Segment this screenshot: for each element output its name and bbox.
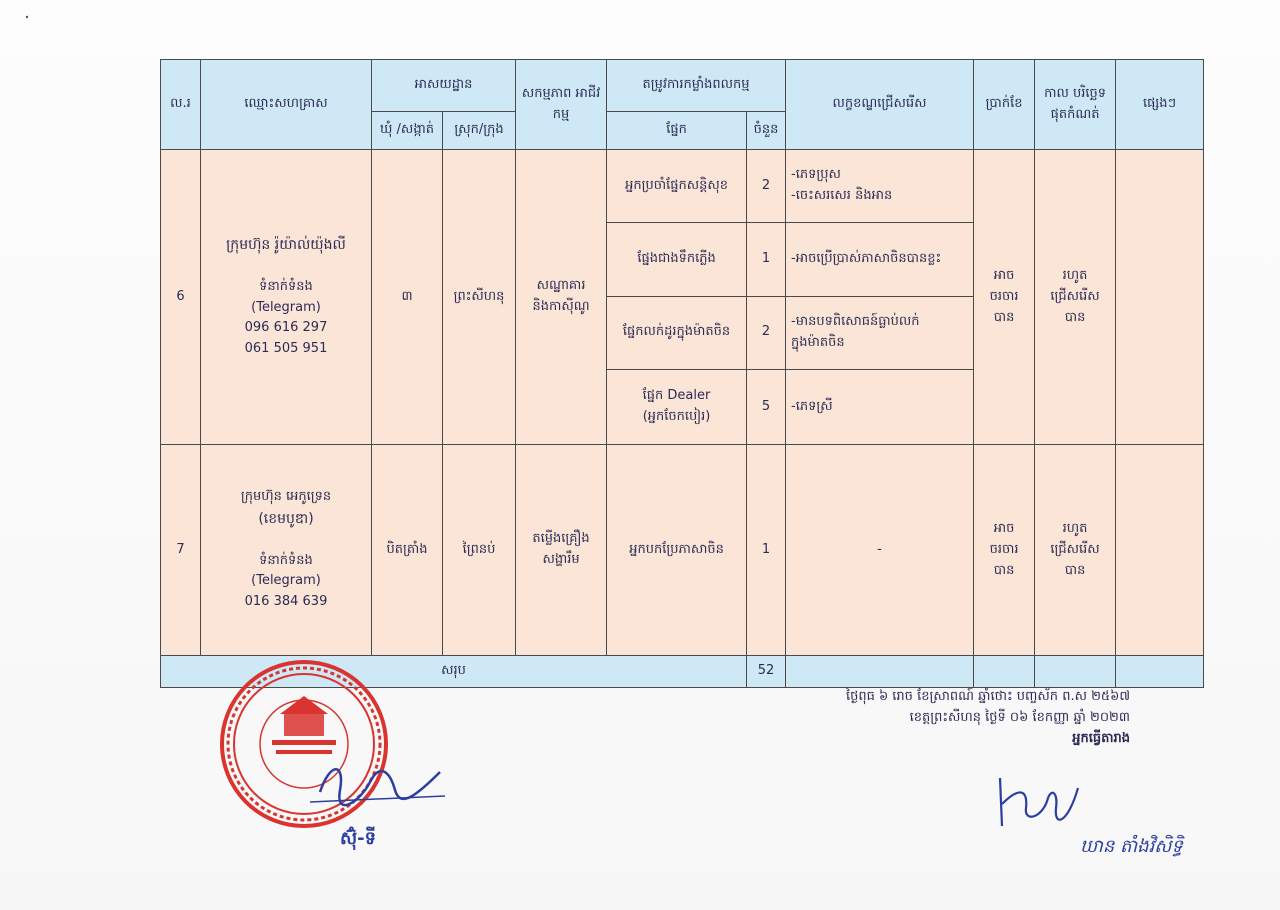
preparer-role: អ្នកធ្វើតារាង (1072, 731, 1130, 746)
phone-number: 061 505 951 (244, 341, 328, 357)
requirement-line: -ភេទស្រី (791, 398, 833, 414)
job-requirements (786, 223, 974, 296)
total-empty (1116, 656, 1204, 688)
phone-number: 096 616 297 (244, 320, 328, 336)
job-requirements (786, 296, 974, 369)
preparer-name: ឃាន តាំងវិសិទ្ធិ (1080, 836, 1183, 857)
company-name: (ខេមបូឌា) (258, 511, 314, 528)
signatory-name: ស៊ុំ-ទី (340, 828, 377, 849)
header-district: ស្រុក/ក្រុង (443, 112, 516, 150)
row-7-salary: អាច ចរចារ បាន (974, 445, 1035, 656)
row-7-commune: បិតត្រាំង (372, 445, 443, 656)
header-requirements: លក្ខខណ្ឌជ្រើសរើស (786, 60, 974, 150)
job-requirements (786, 369, 974, 444)
header-salary: ប្រាក់ខែ (974, 60, 1035, 150)
total-value: 52 (747, 656, 786, 688)
contact-channel: (Telegram) (251, 573, 321, 589)
job-qty: 2 (747, 296, 786, 369)
total-empty (1035, 656, 1116, 688)
section-line: ផ្នែក Dealer (642, 388, 711, 404)
row-6-commune: ៣ (372, 150, 443, 445)
contact-channel: (Telegram) (251, 299, 321, 315)
row-7-deadline: រហូត ជ្រើសរើស បាន (1035, 445, 1116, 656)
row-6-company (201, 150, 372, 445)
company-name: ក្រុមហ៊ុន អេកូទ្រេន (240, 489, 332, 505)
job-section: អ្នកប្រចាំផ្នែកសន្តិសុខ (607, 150, 747, 223)
job-vacancy-table (160, 59, 1204, 688)
header-no: ល.រ (161, 60, 201, 150)
requirement-line: -អាចប្រើប្រាស់ភាសាចិនបានខ្លះ (791, 251, 942, 267)
row-6-no: 6 (161, 150, 201, 445)
contact-label: ទំនាក់ទំនង (259, 552, 313, 568)
job-requirements (786, 150, 974, 223)
requirement-line: ក្នុងម៉ាតចិន (791, 334, 845, 350)
row-7-other (1116, 445, 1204, 656)
total-empty (786, 656, 974, 688)
job-qty: 2 (747, 150, 786, 223)
requirement-line: -មានបទពិសោធន៍ធ្លាប់លក់ (791, 313, 920, 329)
phone-number: 016 384 639 (244, 594, 328, 610)
job-qty: 1 (747, 223, 786, 296)
header-activity: សកម្មភាព អាជីវកម្ម (516, 60, 607, 150)
job-qty: 5 (747, 369, 786, 444)
header-labor-need: តម្រូវការកម្លាំងពលកម្ម (607, 60, 786, 112)
row-7-district: ព្រៃនប់ (443, 445, 516, 656)
header-section: ផ្នែក (607, 112, 747, 150)
row-6-deadline: រហូត ជ្រើសរើស បាន (1035, 150, 1116, 445)
row-6-district: ព្រះសីហនុ (443, 150, 516, 445)
signature-right-icon (988, 768, 1098, 838)
requirement-line: -ភេទប្រុស (791, 167, 841, 183)
header-company: ឈ្មោះសហគ្រាស (201, 60, 372, 150)
row-6-other (1116, 150, 1204, 445)
total-label: សរុប (161, 656, 747, 688)
company-name: ក្រុមហ៊ុន រ៉ូយ៉ាល់យ៉ុងលី (226, 237, 346, 254)
job-requirements: - (786, 445, 974, 656)
header-quantity: ចំនួន (747, 112, 786, 150)
requirement-line: -ចេះសរសេរ និងអាន (791, 188, 893, 204)
row-7-no: 7 (161, 445, 201, 656)
section-line: (អ្នកចែកបៀរ) (642, 409, 711, 425)
job-section: អ្នកបកប្រែភាសាចិន (607, 445, 747, 656)
header-deadline: កាល បរិច្ឆេទ ផុតកំណត់ (1035, 60, 1116, 150)
header-other: ផ្សេងៗ (1116, 60, 1204, 150)
row-7-company (201, 445, 372, 656)
contact-label: ទំនាក់ទំនង (259, 278, 313, 294)
lunar-date: ថ្ងៃពុធ ៦ រោច ខែស្រាពណ៍ ឆ្នាំថោះ បញ្ចស័ក ព.ស ២៥៦៧ (845, 689, 1130, 704)
job-section: ផ្នែងជាងទឹកភ្លើង (607, 223, 747, 296)
row-6-salary: អាច ចរចារ បាន (974, 150, 1035, 445)
row-7-activity: តម្លើងគ្រឿង សង្ហារឹម (516, 445, 607, 656)
header-commune: ឃុំ /សង្កាត់ (372, 112, 443, 150)
total-empty (974, 656, 1035, 688)
job-section: ផ្នែកលក់ដូរក្នុងម៉ាតចិន (607, 296, 747, 369)
signature-left-icon (300, 752, 450, 812)
solar-date: ខេត្តព្រះសីហនុ ថ្ងៃទី ០៦ ខែកញ្ញា ឆ្នាំ ២០២៣ (909, 710, 1130, 725)
row-6-activity: សណ្ឋាគារ និងកាស៊ីណូ (516, 150, 607, 445)
date-block (800, 686, 1130, 749)
job-section (607, 369, 747, 444)
scan-speck (24, 14, 30, 20)
header-address: អាសយដ្ឋាន (372, 60, 516, 112)
job-qty: 1 (747, 445, 786, 656)
